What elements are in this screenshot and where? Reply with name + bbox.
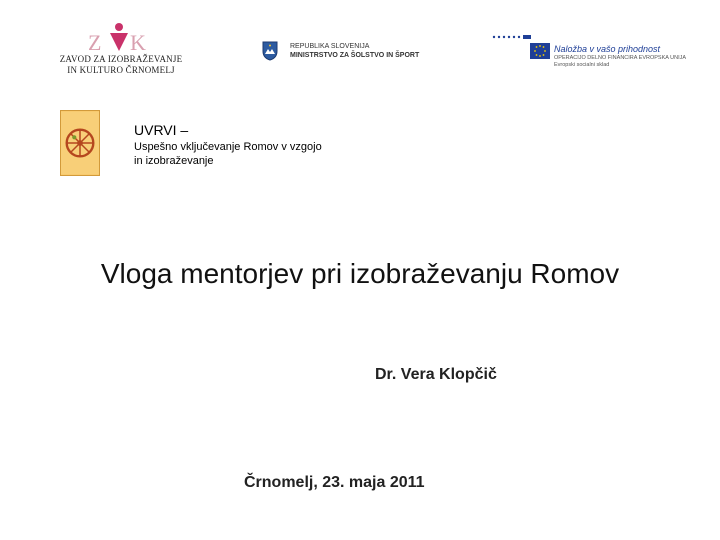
eu-fund-name: Evropski socialni sklad [554, 62, 610, 68]
eu-text [554, 44, 686, 69]
zik-logo-mark [86, 22, 156, 55]
project-title: UVRVI – [134, 122, 189, 138]
place-date: Črnomelj, 23. maja 2011 [244, 474, 425, 491]
zik-letter-z: Z [88, 30, 102, 55]
roma-wheel-icon [61, 111, 99, 175]
zik-logo [56, 20, 186, 76]
person-figure-icon [108, 22, 130, 52]
zik-name-line2: IN KULTURO ČRNOMELJ [67, 65, 175, 75]
zik-letter-k: K [130, 30, 146, 55]
slovenian-crest-icon [262, 41, 278, 61]
slide-title: Vloga mentorjev pri izobraževanju Romov [100, 258, 620, 289]
zik-name-line1: ZAVOD ZA IZOBRAŽEVANJE [59, 54, 183, 64]
uvrvi-logo [60, 110, 100, 176]
ministry-name: MINISTRSTVO ZA ŠOLSTVO IN ŠPORT [290, 52, 420, 59]
ministry-text [290, 42, 419, 60]
eu-flag-icon [530, 43, 550, 59]
ministry-country: REPUBLIKA SLOVENIJA [290, 43, 370, 50]
eu-funding-line: OPERACIJO DELNO FINANCIRA EVROPSKA UNIJA [554, 55, 687, 61]
eu-slogan: Naložba v vašo prihodnost [554, 44, 661, 54]
author-name: Dr. Vera Klopčič [375, 366, 497, 383]
decorative-dots-icon [492, 34, 532, 40]
project-subtitle: Uspešno vključevanje Romov v vzgojo in izobraževanje [134, 141, 322, 167]
